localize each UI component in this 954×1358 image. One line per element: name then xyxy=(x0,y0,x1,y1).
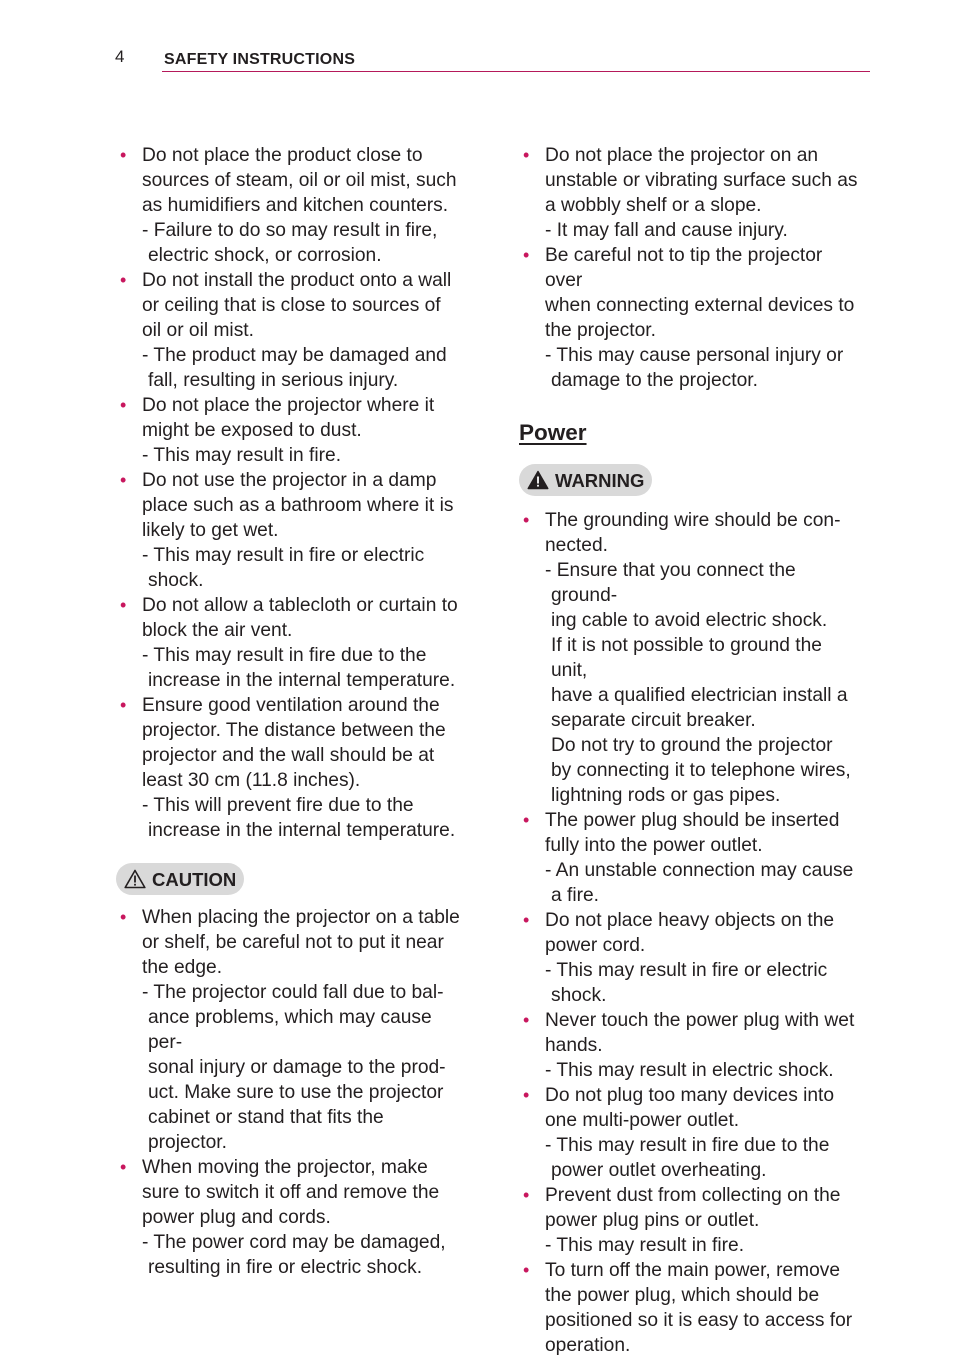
bullet-icon: • xyxy=(120,907,127,927)
item-subtext-line: ing cable to avoid electric shock. xyxy=(551,610,828,631)
list-item xyxy=(120,393,460,468)
left-bullet-list xyxy=(120,143,460,843)
right-column xyxy=(519,143,863,1358)
item-subtext-line: damage to the projector. xyxy=(551,370,758,391)
item-text-line: block the air vent. xyxy=(142,620,293,641)
item-subtext-line: - This will prevent fire due to the xyxy=(142,795,414,816)
item-text-line: Do not use the projector in a damp xyxy=(142,470,437,491)
page-number: 4 xyxy=(115,47,125,66)
item-subtext-line: shock. xyxy=(148,570,204,591)
item-subtext-line: fall, resulting in serious injury. xyxy=(148,370,399,391)
item-text-line: power plug pins or outlet. xyxy=(545,1210,760,1231)
item-text-line: projector. The distance between the xyxy=(142,720,446,741)
item-text-line: positioned so it is easy to access for xyxy=(545,1310,853,1331)
caution-badge xyxy=(116,863,244,895)
item-subtext-line: sonal injury or damage to the prod- xyxy=(148,1057,446,1078)
item-text-line: likely to get wet. xyxy=(142,520,279,541)
bullet-icon: • xyxy=(523,910,530,930)
item-subtext-line: - The product may be damaged and xyxy=(142,345,447,366)
item-text-line: operation. xyxy=(545,1335,631,1356)
item-text-line: a wobbly shelf or a slope. xyxy=(545,195,762,216)
item-text-line: the edge. xyxy=(142,957,223,978)
item-subtext-line: - The projector could fall due to bal- xyxy=(142,982,444,1003)
item-subtext-line: by connecting it to telephone wires, xyxy=(551,760,851,781)
item-text-line: Do not place the product close to xyxy=(142,145,423,166)
list-item xyxy=(523,1258,863,1358)
item-text-line: unstable or vibrating surface such as xyxy=(545,170,858,191)
item-text-line: Do not place the projector where it xyxy=(142,395,435,416)
item-subtext-line: - This may result in fire or electric xyxy=(545,960,828,981)
bullet-icon: • xyxy=(523,1085,530,1105)
bullet-icon: • xyxy=(120,695,127,715)
list-item xyxy=(523,508,863,808)
list-item xyxy=(523,908,863,1008)
bullet-icon: • xyxy=(523,810,530,830)
bullet-icon: • xyxy=(523,1010,530,1030)
item-subtext-line: If it is not possible to ground the unit, xyxy=(551,635,822,681)
list-item xyxy=(120,143,460,268)
item-subtext-line: Do not try to ground the projector xyxy=(551,735,833,756)
section-title-power: Power xyxy=(519,420,587,445)
item-text-line: Be careful not to tip the projector over xyxy=(545,245,823,291)
item-text-line: the power plug, which should be xyxy=(545,1285,820,1306)
item-text-line: The grounding wire should be con- xyxy=(545,510,841,531)
bullet-icon: • xyxy=(120,145,127,165)
item-subtext-line: - This may result in fire due to the xyxy=(545,1135,830,1156)
item-subtext-line: shock. xyxy=(551,985,607,1006)
item-subtext-line: - This may result in electric shock. xyxy=(545,1060,834,1081)
item-text-line: Do not place the projector on an xyxy=(545,145,819,166)
item-text-line: When moving the projector, make xyxy=(142,1157,428,1178)
list-item xyxy=(523,1008,863,1083)
item-subtext-line: - This may result in fire or electric xyxy=(142,545,425,566)
item-text-line: or ceiling that is close to sources of xyxy=(142,295,441,316)
item-subtext-line: - This may cause personal injury or xyxy=(545,345,844,366)
header-rule xyxy=(162,71,870,72)
item-text-line: the projector. xyxy=(545,320,656,341)
list-item xyxy=(120,268,460,393)
item-subtext-line: electric shock, or corrosion. xyxy=(148,245,382,266)
bullet-icon: • xyxy=(523,245,530,265)
caution-label: CAUTION xyxy=(152,868,237,890)
item-subtext-line: - Ensure that you connect the ground- xyxy=(545,560,796,606)
item-subtext-line: separate circuit breaker. xyxy=(551,710,756,731)
bullet-icon: • xyxy=(523,145,530,165)
item-subtext-line: uct. Make sure to use the projector xyxy=(148,1082,444,1103)
item-text-line: sure to switch it off and remove the xyxy=(142,1182,440,1203)
bullet-icon: • xyxy=(120,270,127,290)
warning-bullet-list xyxy=(523,508,863,1358)
item-text-line: oil or oil mist. xyxy=(142,320,254,341)
item-text-line: Do not place heavy objects on the xyxy=(545,910,835,931)
item-text-line: one multi-power outlet. xyxy=(545,1110,740,1131)
list-item xyxy=(523,1183,863,1258)
list-item xyxy=(523,143,863,243)
item-subtext-line: - This may result in fire due to the xyxy=(142,645,427,666)
item-text-line: when connecting external devices to xyxy=(545,295,855,316)
item-subtext-line: - This may result in fire. xyxy=(545,1235,745,1256)
item-text-line: hands. xyxy=(545,1035,603,1056)
item-text-line: When placing the projector on a table xyxy=(142,907,460,928)
right-bullet-list xyxy=(523,143,863,393)
header-title: SAFETY INSTRUCTIONS xyxy=(164,51,356,68)
warning-label: WARNING xyxy=(555,469,645,491)
item-text-line: Ensure good ventilation around the xyxy=(142,695,440,716)
item-subtext-line: - It may fall and cause injury. xyxy=(545,220,788,241)
item-text-line: Never touch the power plug with wet xyxy=(545,1010,855,1031)
item-text-line: The power plug should be inserted xyxy=(545,810,840,831)
list-item xyxy=(120,693,460,843)
bullet-icon: • xyxy=(120,595,127,615)
caution-bullet-list xyxy=(120,905,460,1280)
item-text-line: Do not plug too many devices into xyxy=(545,1085,835,1106)
list-item xyxy=(120,1155,460,1280)
item-subtext-line: cabinet or stand that fits the projector. xyxy=(148,1107,384,1153)
item-subtext-line: lightning rods or gas pipes. xyxy=(551,785,781,806)
item-text-line: sources of steam, oil or oil mist, such xyxy=(142,170,457,191)
item-text-line: power cord. xyxy=(545,935,646,956)
item-subtext-line: ance problems, which may cause per- xyxy=(148,1007,432,1053)
caution-icon xyxy=(124,869,146,889)
item-text-line: projector and the wall should be at xyxy=(142,745,435,766)
bullet-icon: • xyxy=(523,1185,530,1205)
item-text-line: fully into the power outlet. xyxy=(545,835,763,856)
left-column xyxy=(120,143,460,1280)
item-subtext-line: increase in the internal temperature. xyxy=(148,820,456,841)
bullet-icon: • xyxy=(120,470,127,490)
item-subtext-line: power outlet overheating. xyxy=(551,1160,767,1181)
warning-icon xyxy=(527,470,549,490)
item-text-line: Do not install the product onto a wall xyxy=(142,270,452,291)
item-subtext-line: - Failure to do so may result in fire, xyxy=(142,220,438,241)
bullet-icon: • xyxy=(523,1260,530,1280)
item-text-line: as humidifiers and kitchen counters. xyxy=(142,195,449,216)
bullet-icon: • xyxy=(120,1157,127,1177)
list-item xyxy=(120,905,460,1155)
bullet-icon: • xyxy=(523,510,530,530)
list-item xyxy=(523,1083,863,1183)
item-text-line: Do not allow a tablecloth or curtain to xyxy=(142,595,458,616)
item-subtext-line: - An unstable connection may cause xyxy=(545,860,854,881)
item-subtext-line: a fire. xyxy=(551,885,599,906)
bullet-icon: • xyxy=(120,395,127,415)
list-item xyxy=(120,468,460,593)
item-text-line: or shelf, be careful not to put it near xyxy=(142,932,444,953)
item-text-line: To turn off the main power, remove xyxy=(545,1260,841,1281)
item-text-line: power plug and cords. xyxy=(142,1207,331,1228)
warning-badge xyxy=(519,464,652,496)
item-text-line: nected. xyxy=(545,535,608,556)
item-text-line: Prevent dust from collecting on the xyxy=(545,1185,841,1206)
list-item xyxy=(523,243,863,393)
item-subtext-line: have a qualified electrician install a xyxy=(551,685,848,706)
item-subtext-line: resulting in fire or electric shock. xyxy=(148,1257,423,1278)
item-subtext-line: increase in the internal temperature. xyxy=(148,670,456,691)
item-text-line: place such as a bathroom where it is xyxy=(142,495,454,516)
list-item xyxy=(120,593,460,693)
item-text-line: might be exposed to dust. xyxy=(142,420,362,441)
list-item xyxy=(523,808,863,908)
item-subtext-line: - This may result in fire. xyxy=(142,445,342,466)
item-text-line: least 30 cm (11.8 inches). xyxy=(142,770,361,791)
item-subtext-line: - The power cord may be damaged, xyxy=(142,1232,446,1253)
